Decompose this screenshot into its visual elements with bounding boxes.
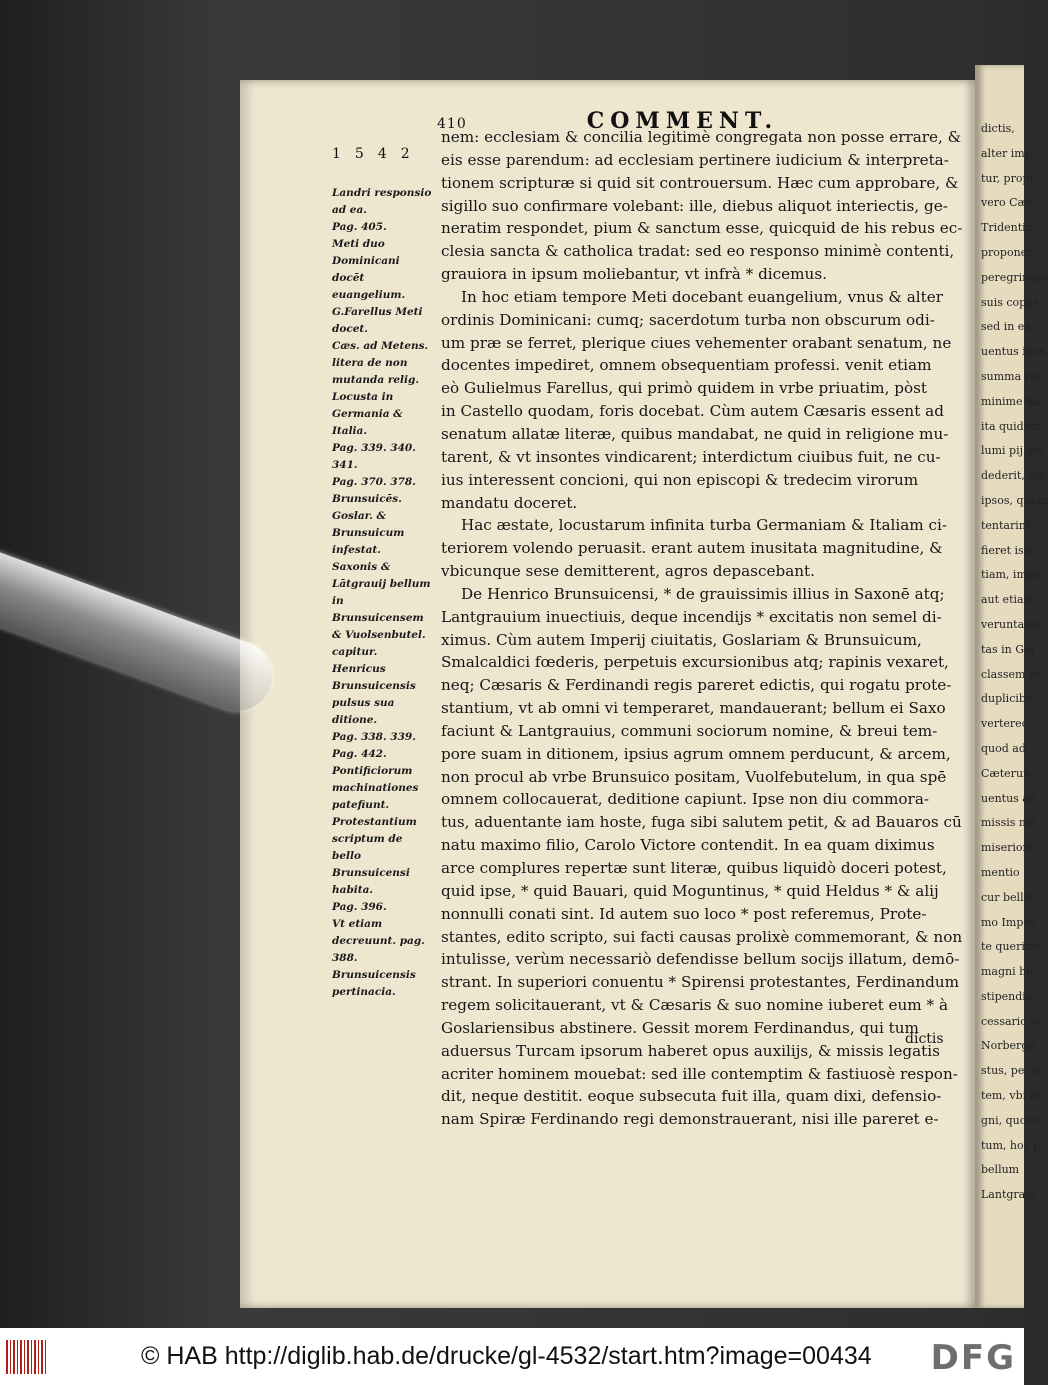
body-line: tionem scripturæ si quid sit controuersum. Hæc cum approbare, & [441, 173, 959, 192]
margin-note: Pontificiorum machinationes patefiunt. [332, 765, 419, 811]
body-line: stantes, edito scripto, sui facti causas prolixè commemorant, & non [441, 927, 963, 946]
margin-note: Henricus Brunsuicensis pulsus sua ditione. [332, 663, 416, 726]
body-line: nam Spiræ Ferdinando regi demonstrauerant, nisi ille pareret e- [441, 1110, 939, 1129]
body-line: tarent, & vt insontes vindicarent; interdictum ciuibus fuit, ne cu- [441, 447, 941, 466]
body-line: omnem collocauerat, deditione capiunt. Ipse non diu commora- [441, 790, 930, 809]
body-line: dit, neque destitit. eoque subsecuta fuit illa, quam dixi, defensio- [441, 1087, 942, 1106]
body-line: natu maximo filio, Carolo Victore contendit. In ea quam diximus [441, 836, 935, 855]
facing-page-line: gni, quoru [981, 1113, 1039, 1127]
body-line: teriorem volendo peruasit. erant autem inusitata magnitudine, & [441, 539, 943, 558]
body-line: ius interessent concioni, qui non episcopi & tredecim virorum [441, 470, 919, 489]
margin-note: Pag. 339. 340. 341. [332, 442, 416, 471]
facing-page-line: peregrinum [981, 270, 1047, 284]
body-line: eò Gulielmus Farellus, qui primò quidem in vrbe priuatim, pòst [441, 379, 927, 398]
body-line: tus, aduentante iam hoste, fuga sibi salutem petit, & ad Bauaros cū [441, 813, 962, 832]
facing-page-line: cessario te [981, 1014, 1042, 1028]
body-line: non procul ab vrbe Brunsuico positam, Vuolfebutelum, in qua spē [441, 767, 947, 786]
facing-page-line: sed in ea [981, 320, 1031, 334]
margin-note: Brunsuicēs. Goslar. & Brunsuicum infestat. [332, 493, 405, 556]
facing-page-line: miseriori [981, 841, 1032, 855]
facing-page-line: magni hic [981, 965, 1036, 979]
body-line: sigillo suo confirmare volebant: ille, diebus aliquot interiectis, ge- [441, 196, 948, 215]
facing-page-line: summa rei [981, 369, 1040, 383]
facing-page-line: fieret isti [981, 543, 1032, 557]
margin-note: Cæs. ad Metens. litera de non mutanda relig. [332, 340, 429, 386]
facing-page-line: uentus ad [981, 791, 1036, 805]
facing-page-line: vero Cæs [981, 196, 1034, 210]
facing-page-line: tas in Ger [981, 642, 1036, 656]
margin-note: Saxonis & Lātgrauij bellum in Brunsuicensem & Vuolsenbutel. capitur. [332, 561, 431, 658]
margin-notes [332, 185, 432, 1001]
body-line: grauiora in ipsum moliebantur, vt infrà * dicemus. [441, 265, 827, 284]
body-line: arce complures repertæ sunt literæ, quibus liquidò doceri potest, [441, 859, 947, 877]
body-line: faciunt & Lantgrauius, communi sociorum nomine, & breui tem- [441, 721, 938, 740]
facing-page-line: Lantgraui [981, 1188, 1036, 1202]
facing-page-line: classem et [981, 667, 1040, 681]
facing-page-line: veruntame [981, 617, 1042, 631]
facing-page-line: lumi pij me [981, 444, 1044, 458]
facing-page-edge [975, 65, 1048, 1308]
facing-page-line: mentio [981, 865, 1020, 879]
margin-note: Meti duo Dominicani docēt euangelium. [332, 238, 406, 301]
margin-note: Protestantium scriptum de bello Brunsuicensi habita. [332, 816, 417, 896]
footer-bar [0, 1328, 1024, 1385]
facing-page-line: stus, per in [981, 1064, 1044, 1078]
facing-page-line: stipendio [981, 989, 1033, 1003]
body-line: nem: ecclesiam & concilia legitimè congregata non posse errare, & [441, 128, 962, 146]
facing-page-line: verterec [981, 717, 1028, 731]
running-title: COMMENT. [586, 108, 779, 134]
body-line: eis esse parendum: ad ecclesiam pertinere iudicium & interpreta- [441, 150, 949, 169]
body-line: regem solicitauerant, vt & Cæsaris & suo nomine iuberet eum * à [441, 996, 949, 1015]
body-line: neq; Cæsaris & Ferdinandi regis pareret edictis, qui rogatu prote- [441, 676, 952, 695]
facing-page-line: te querime [981, 940, 1042, 954]
margin-year: 1542 [332, 146, 424, 162]
facing-page-line: tur, propt [981, 171, 1034, 185]
margin-note: Vt etiam decreuunt. pag. 388. [332, 918, 425, 964]
body-line: De Henrico Brunsuicensi, * de grauissimis illius in Saxonē atq; [461, 584, 945, 603]
body-line: nonnulli conati sint. Id autem suo loco * post referemus, Prote- [441, 904, 927, 923]
body-line: neratim respondet, pium & sanctum esse, quicquid de his rebus ec- [441, 219, 963, 238]
body-line: um præ se ferret, plerique ciues vehementer orabant senatum, ne [441, 333, 952, 352]
facing-page-line: Norberga [981, 1039, 1035, 1053]
facing-page-text [975, 65, 1048, 1208]
facing-page-line: tem, vbi N [981, 1089, 1040, 1103]
margin-note: Brunsuicensis pertinacia. [332, 969, 416, 998]
body-line: acriter hominem mouebat: sed ille contemptim & fastiuosè respon- [441, 1064, 958, 1083]
facing-page-line: mo Imper [981, 915, 1036, 929]
body-line: pore suam in ditionem, ipsius agrum omnem perducunt, & arcem, [441, 744, 951, 763]
body-line: stantium, vt ab omni vi temperaret, mandauerant; bellum ei Saxo [441, 699, 946, 718]
facing-page-line: Tridentin [981, 221, 1033, 235]
facing-page-line: aut etiam [981, 593, 1034, 607]
facing-page-line: alter imp [981, 146, 1032, 160]
facing-page-line: bellum [981, 1163, 1020, 1177]
margin-note: Pag. 338. 339. [332, 731, 416, 743]
body-line: senatum allatæ literæ, quibus mandabat, ne quid in religione mu- [441, 424, 949, 443]
facing-page-line: dederit, qui [981, 469, 1046, 483]
facing-page-line: uentus illos [981, 345, 1046, 359]
body-line: aduersus Turcam ipsorum haberet opus auxilijs, & missis legatis [441, 1041, 940, 1060]
margin-note: Pag. 396. [332, 901, 387, 913]
margin-note: G.Farellus Meti docet. [332, 306, 423, 335]
body-line: mandatu doceret. [441, 493, 578, 512]
body-line: ordinis Dominicani: cumq; sacerdotum turba non obscurum odi- [441, 310, 935, 329]
hab-logo-icon [6, 1340, 46, 1374]
margin-note: Pag. 405. [332, 221, 387, 233]
body-line: Goslariensibus abstinere. Gessit morem Ferdinandus, qui tum [441, 1018, 919, 1037]
body-line: clesia sancta & catholica tradat: sed eo responso minimè contenti, [441, 242, 955, 261]
facing-page-line: suis copijs [981, 295, 1039, 309]
facing-page-line: cur bellic [981, 890, 1034, 904]
body-line: intulisse, verùm necessariò defendisse bellum socijs illatum, demō- [441, 950, 960, 969]
facing-page-line: proponer [981, 245, 1033, 259]
facing-page-line: tum, hoc p [981, 1138, 1041, 1152]
dfg-logo: DFG [930, 1338, 1016, 1378]
body-line: Lantgrauium inuectiuis, deque incendijs * excitatis non semel di- [441, 607, 942, 626]
facing-page-line: tiam, impe [981, 568, 1041, 582]
catchword: dictis [905, 1031, 944, 1047]
body-line: In hoc etiam tempore Meti docebant euangelium, vnus & alter [461, 287, 943, 306]
margin-note: Pag. 370. 378. [332, 476, 416, 488]
body-line: Hac æstate, locustarum infinita turba Germaniam & Italiam ci- [461, 516, 948, 535]
facing-page-line: duplicibe [981, 692, 1033, 706]
page-number: 410 [437, 116, 467, 132]
margin-note: Pag. 442. [332, 748, 387, 760]
facing-page-line: Cæterun [981, 766, 1031, 780]
body-line: vbicunque sese demitterent, agros depascebant. [441, 562, 815, 581]
body-line: docentes impediret, omnem obsequentiam professi. venit etiam [441, 356, 932, 375]
body-line: strant. In superiori conuentu * Spirensi protestantes, Ferdinandum [441, 973, 960, 992]
facing-page-line: dictis, [981, 122, 1015, 135]
body-text [441, 126, 962, 1131]
body-line: Smalcaldici fœderis, perpetuis excursionibus atq; rapinis vexaret, [441, 653, 949, 672]
facing-page-line: missis me [981, 816, 1036, 830]
body-line: quid ipse, * quid Bauari, quid Moguntinus, * quid Heldus * & alij [441, 881, 939, 900]
body-line: in Castello quodam, foris docebat. Cùm autem Cæsaris essent ad [441, 402, 944, 421]
facing-page-line: quod ad [981, 741, 1026, 755]
credit-link[interactable]: © HAB http://diglib.hab.de/drucke/gl-4532/start.htm?image=00434 [141, 1342, 872, 1370]
margin-note: Locusta in Germania & Italia. [332, 391, 403, 437]
body-line: ximus. Cùm autem Imperij ciuitatis, Goslariam & Brunsuicum, [441, 630, 922, 649]
facing-page-line: minime ita [981, 394, 1041, 408]
margin-note: Landri responsio ad ea. [332, 187, 432, 216]
facing-page-line: tentarint [981, 518, 1031, 532]
facing-page-line: ita quidem [981, 419, 1041, 433]
facing-page-line: ipsos, quem [981, 493, 1048, 507]
